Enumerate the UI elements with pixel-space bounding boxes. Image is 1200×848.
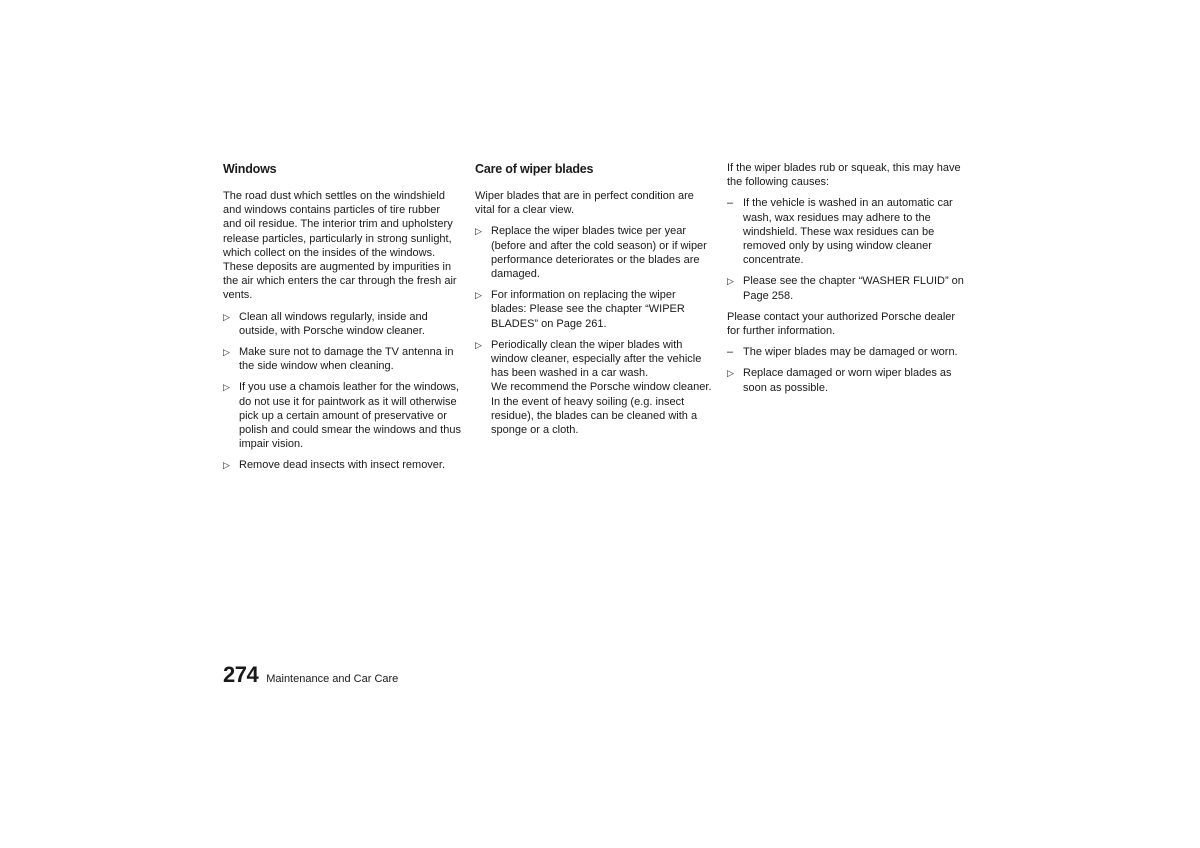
list-item-text: If you use a chamois leather for the windows, do not use it for paintwork as it will otherwise pick up a certain amount of preservative or polish and could smear the windows and thus impair vision. — [239, 381, 461, 451]
list-item-text: If the vehicle is washed in an automatic car wash, wax residues may adhere to the windshield. These wax residues can be removed only by using window cleaner concentrate. — [743, 197, 953, 267]
windows-intro: The road dust which settles on the windshield and windows contains particles of tire rubber and oil residue. The interior trim and upholstery release particles, particularly in strong sunlight, which collect on the insides of the windows. These deposits are augmented by impurities in the air which enters the car through the fresh air vents. — [223, 190, 457, 302]
triangle-bullet-icon: ▷ — [223, 382, 230, 393]
triangle-bullet-icon: ▷ — [475, 226, 482, 237]
list-item-text: Replace damaged or worn wiper blades as soon as possible. — [743, 367, 952, 394]
windows-heading: Windows — [223, 162, 277, 176]
triangle-bullet-icon: ▷ — [223, 311, 230, 322]
list-item — [727, 196, 965, 267]
list-item — [223, 345, 461, 373]
wiper-intro: Wiper blades that are in perfect condition are vital for a clear view. — [475, 190, 694, 217]
list-item-text: Make sure not to damage the TV antenna in the side window when cleaning. — [239, 346, 454, 373]
list-item-text-extra: We recommend the Porsche window cleaner. — [491, 381, 712, 394]
triangle-bullet-icon: ▷ — [223, 347, 230, 358]
list-item — [223, 380, 461, 451]
triangle-bullet-icon: ▷ — [223, 460, 230, 471]
causes-intro: If the wiper blades rub or squeak, this may have the following causes: — [727, 162, 961, 189]
dealer-contact: Please contact your authorized Porsche dealer for further information. — [727, 310, 956, 338]
list-item — [223, 310, 461, 338]
column-wiper-causes — [727, 161, 965, 402]
list-item — [475, 224, 713, 281]
list-item-text: Remove dead insects with insect remover. — [239, 459, 446, 472]
list-item-text-extra: In the event of heavy soiling (e.g. insect residue), the blades can be cleaned with a sponge or a cloth. — [491, 395, 698, 437]
list-item — [727, 366, 965, 394]
section-title: Maintenance and Car Care — [266, 673, 399, 685]
triangle-bullet-icon: ▷ — [475, 339, 482, 350]
wiper-heading: Care of wiper blades — [475, 162, 594, 176]
column-wiper-blades — [475, 161, 713, 444]
list-item-text: Periodically clean the wiper blades with window cleaner, especially after the vehicle has been washed in a car wash. — [491, 338, 702, 380]
list-item — [475, 338, 713, 437]
triangle-bullet-icon: ▷ — [475, 290, 482, 301]
list-item-text: The wiper blades may be damaged or worn. — [743, 346, 958, 359]
list-item-text: Replace the wiper blades twice per year (before and after the cold season) or if wiper performance deteriorates or the blades are damaged. — [491, 225, 707, 281]
list-item — [223, 458, 461, 472]
dash-bullet-icon: – — [727, 346, 734, 359]
triangle-bullet-icon: ▷ — [727, 368, 734, 379]
triangle-bullet-icon: ▷ — [727, 276, 734, 287]
list-item — [727, 345, 965, 359]
list-item — [475, 288, 713, 331]
dash-bullet-icon: – — [727, 197, 734, 210]
page-footer — [223, 662, 398, 688]
list-item-text: Please see the chapter “WASHER FLUID” on Page 258. — [743, 275, 964, 302]
page-number: 274 — [223, 662, 259, 687]
column-windows — [223, 161, 461, 480]
list-item-text: Clean all windows regularly, inside and outside, with Porsche window cleaner. — [239, 310, 428, 337]
list-item — [727, 274, 965, 302]
list-item-text: For information on replacing the wiper blades: Please see the chapter “WIPER BLADES” on Page 261. — [491, 289, 685, 330]
